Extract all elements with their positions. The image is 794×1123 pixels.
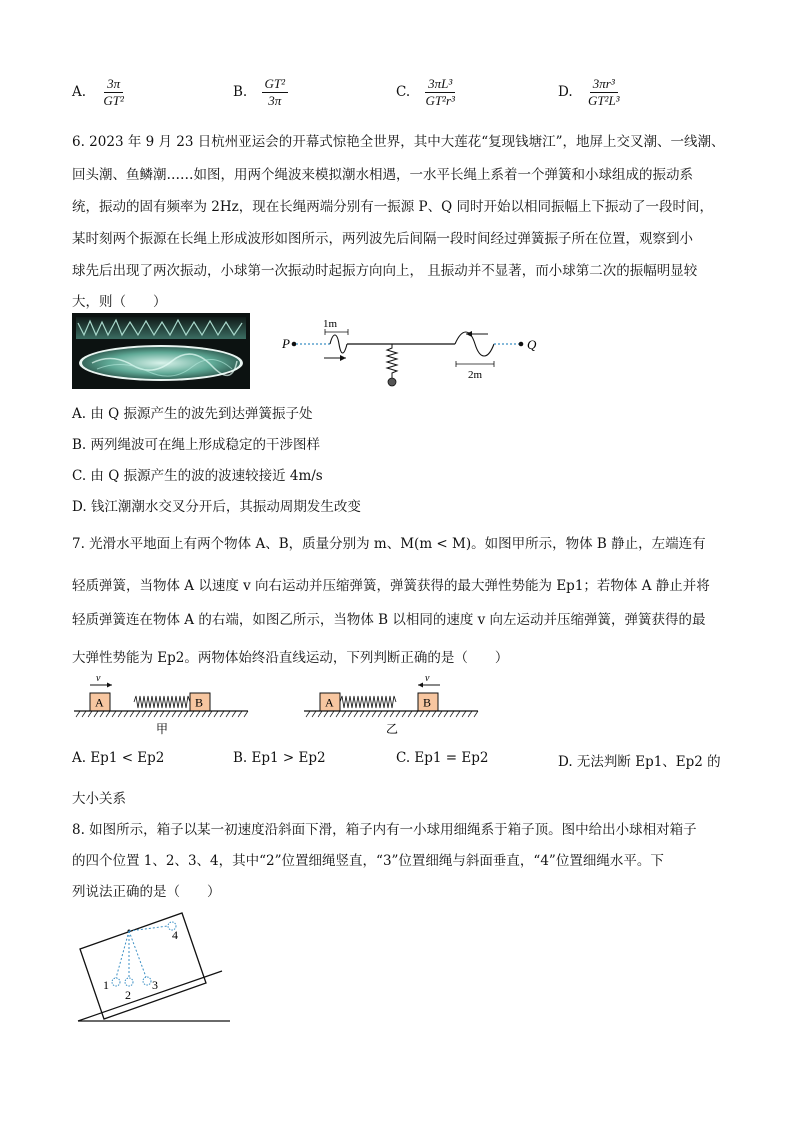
numerator: 3πL³ (425, 76, 455, 93)
q7-stem-line-2: 轻质弹簧，当物体 A 以速度 v 向右运动并压缩弹簧，弹簧获得的最大弹性势能为 Ep1；若物体 A 静止并将 (72, 578, 710, 594)
q6-stem-line-6: 大，则（ ） (72, 294, 167, 310)
spring (340, 696, 396, 708)
spring-block-diagram-yi (302, 673, 482, 737)
label-b: B (195, 695, 204, 710)
q8-stem-line-1: 8. 如图所示，箱子以某一初速度沿斜面下滑，箱子内有一小球用细绳系于箱子顶。图中给出小球相对箱子 (72, 822, 697, 838)
fraction (585, 76, 623, 109)
q7-stem-line-1: 7. 光滑水平地面上有两个物体 A、B，质量分别为 m、M(m < M)。如图甲所示，物体 B 静止，左端连有 (72, 536, 706, 552)
q7-option-a: A. Ep1 < Ep2 (72, 750, 165, 766)
q8-stem-line-2: 的四个位置 1、2、3、4，其中“2”位置细绳竖直，“3”位置细绳与斜面垂直，“4”位置细绳水平。下 (72, 853, 664, 869)
fraction (100, 76, 127, 109)
option-letter: B. (233, 84, 248, 100)
string-3 (129, 931, 146, 977)
numerator: 3πr³ (590, 76, 618, 93)
numerator: 3π (104, 76, 123, 93)
label-q: Q (527, 337, 537, 352)
q5-option-a (72, 76, 127, 109)
label-1m: 1m (323, 318, 338, 330)
lotus-stage-photo (72, 313, 250, 389)
rope-wave-diagram (280, 312, 550, 392)
label-p: P (282, 336, 290, 351)
denominator: 3π (268, 93, 282, 108)
q6-stem-line-4: 某时刻两个振源在长绳上形成波形如图所示，两列波先后间隔一段时间经过弹簧振子所在位置，观察到小 (72, 231, 693, 247)
q5-option-b (233, 76, 288, 109)
spring (134, 696, 190, 708)
q6-stem-line-3: 统，振动的固有频率为 2Hz，现在长绳两端分别有一振源 P、Q 同时开始以相同振幅上下振动了一段时间， (72, 199, 713, 215)
q6-option-c: C. 由 Q 振源产生的波的波速较接近 4m/s (72, 468, 323, 484)
label-2m: 2m (468, 369, 483, 381)
option-letter: A. (72, 84, 87, 100)
label-a: A (95, 695, 104, 710)
ball-2 (125, 978, 133, 986)
q6-option-b: B. 两列绳波可在绳上形成稳定的干涉图样 (72, 437, 321, 453)
q7-option-d: D. 无法判断 Ep1、Ep2 的 (558, 754, 721, 770)
label-v: v (425, 673, 430, 684)
denominator: GT² (103, 93, 124, 108)
label-1: 1 (103, 978, 109, 992)
box (80, 913, 206, 1019)
string-4 (129, 926, 168, 931)
option-letter: D. (558, 84, 573, 100)
q6-stem-line-1: 6. 2023 年 9 月 23 日杭州亚运会的开幕式惊艳全世界，其中大莲花“复现钱塘江”，地屏上交叉潮、一线潮、 (72, 134, 725, 150)
ball-1 (112, 978, 120, 986)
q5-option-c (396, 76, 458, 109)
source-q-dot (519, 342, 524, 347)
fraction (422, 76, 457, 109)
q7-option-b: B. Ep1 > Ep2 (233, 750, 326, 766)
fraction (262, 76, 289, 109)
label-b: B (423, 695, 432, 710)
wave-right-pulse (455, 332, 494, 356)
string-1 (116, 931, 129, 978)
label-3: 3 (152, 978, 158, 992)
ball (388, 378, 396, 386)
box-on-incline-diagram (72, 905, 242, 1029)
q5-option-d (558, 76, 623, 109)
q8-stem-line-3: 列说法正确的是（ ） (72, 884, 221, 900)
label-a: A (325, 695, 334, 710)
q7-stem-line-4: 大弹性势能为 Ep2。两物体始终沿直线运动，下列判断正确的是（ ） (72, 650, 509, 666)
spring (387, 344, 397, 378)
ball-3 (143, 977, 151, 985)
q6-stem-line-5: 球先后出现了两次振动，小球第一次振动时起振方向向上， 且振动并不显著，而小球第二次的振幅明显较 (72, 263, 698, 279)
caption-yi: 乙 (386, 722, 399, 736)
q6-option-d: D. 钱江潮潮水交叉分开后，其振动周期发生改变 (72, 499, 361, 515)
q6-stem-line-2: 回头潮、鱼鳞潮……如图，用两个绳波来模拟潮水相遇，一水平长绳上系着一个弹簧和小球组成的振动系 (72, 167, 693, 183)
q7-stem-line-3: 轻质弹簧连在物体 A 的右端，如图乙所示，当物体 B 以相同的速度 v 向左运动并压缩弹簧，弹簧获得的最 (72, 612, 706, 628)
denominator: GT²r³ (425, 93, 455, 108)
denominator: GT²L³ (587, 93, 620, 108)
q7-option-c: C. Ep1 = Ep2 (396, 750, 489, 766)
label-2: 2 (125, 988, 131, 1002)
spring-block-diagram-jia (72, 673, 252, 737)
numerator: GT² (262, 76, 289, 93)
source-p-dot (292, 342, 297, 347)
q6-option-a: A. 由 Q 振源产生的波先到达弹簧振子处 (72, 406, 313, 422)
caption-jia: 甲 (156, 722, 169, 736)
q7-option-d-continued: 大小关系 (72, 791, 126, 807)
option-letter: C. (396, 84, 411, 100)
label-4: 4 (172, 928, 178, 942)
label-v: v (96, 673, 101, 684)
wave-left-pulse (330, 335, 347, 353)
